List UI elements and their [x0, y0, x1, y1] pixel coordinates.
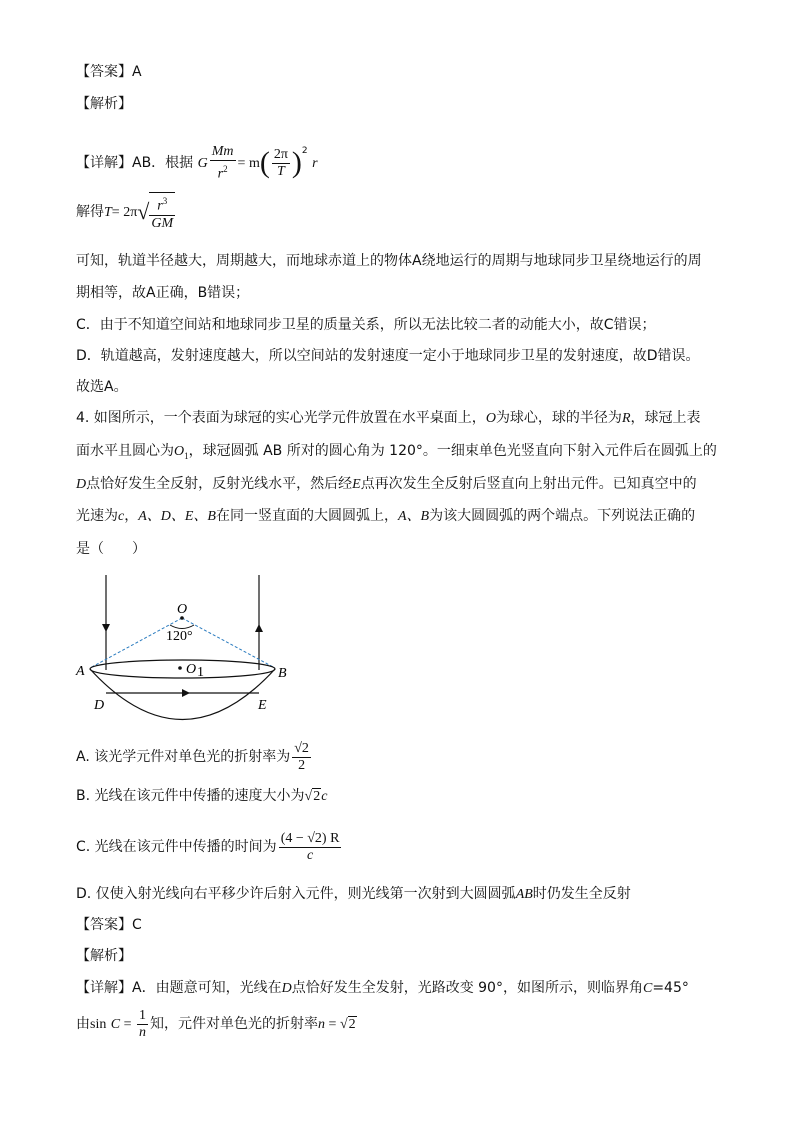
- q4-line-5: 是（ ）: [76, 541, 146, 557]
- option-C-fraction: $\frac{(4 - √2) R}{c}$: [280, 830, 340, 863]
- analysis-label-1: [76, 94, 132, 114]
- label-A: A: [76, 664, 85, 679]
- q4-line-4: 光速为c，A、D、E、B在同一竖直面的大圆圆弧上，A、B为该大圆圆弧的两个端点。下列说法正确的: [76, 508, 696, 524]
- detail-label: 【详解】: [76, 155, 132, 171]
- answer-label: 【答案】: [76, 64, 132, 80]
- detail-line-1: [76, 134, 318, 182]
- arrow-right-icon: [182, 689, 190, 697]
- formula-eq-m: = m: [237, 156, 260, 171]
- label-O1-sub: 1: [197, 665, 204, 680]
- optics-diagram: [70, 572, 300, 722]
- label-B: B: [278, 666, 287, 681]
- solve-eq: = 2π: [111, 205, 138, 220]
- option-A: A. 该光学元件对单色光的折射率为 $\frac{√2}{2}$: [76, 740, 309, 773]
- option-D: D. 仅使入射光线向右平移少许后射入元件，则光线第一次射到大圆圆弧AB时仍发生全反射: [76, 886, 631, 902]
- last-fraction: $\frac{1}{n}$: [139, 1007, 147, 1040]
- q4-line-1: 4. 如图所示，一个表面为球冠的实心光学元件放置在水平桌面上，O为球心，球的半径为R，球冠上表: [76, 410, 701, 426]
- center-O1-dot: [178, 666, 182, 670]
- detail-prefix: AB．根据: [132, 155, 194, 171]
- option-A-fraction: $\frac{√2}{2}$: [294, 740, 309, 773]
- text-line-2: 期相等，故A正确，B错误；: [76, 285, 250, 301]
- solve-prefix: 解得: [76, 204, 104, 220]
- arrow-down-icon: [102, 624, 110, 632]
- detail-line-2: 【详解】A．由题意可知，光线在D点恰好发生全发射，光路改变 90°，如图所示，则临界角C=45°: [76, 980, 689, 996]
- formula-fraction-Mm-r2: $\frac{Mm}{r^2}$: [211, 143, 234, 182]
- option-B-sqrt: √2: [304, 789, 321, 804]
- q4-line-2: 面水平且圆心为$O_1$，球冠圆弧 AB 所对的圆心角为 120°。一细束单色光竖直向下射入元件后在圆弧上的: [76, 443, 717, 461]
- answer-line-2: 【答案】C: [76, 917, 142, 933]
- sqrt-sign: √: [137, 199, 150, 224]
- text-line-3: C．由于不知道空间站和地球同步卫星的质量关系，所以无法比较二者的动能大小，故C错误；: [76, 317, 656, 333]
- analysis-text: 【解析】: [76, 96, 132, 112]
- last-sqrt: √2: [339, 1017, 356, 1032]
- text-line-5: 故选A。: [76, 379, 128, 395]
- paren-open: (: [259, 146, 270, 179]
- formula-exp: 2: [301, 146, 308, 156]
- label-O: O: [177, 602, 188, 617]
- formula-G: G: [197, 156, 208, 171]
- arrow-up-icon: [255, 624, 263, 632]
- angle-arc: [170, 625, 194, 629]
- formula-r: r: [312, 156, 318, 171]
- solve-line: [76, 192, 177, 232]
- text-line-1: 可知，轨道半径越大，周期越大，而地球赤道上的物体A绕地运行的周期与地球同步卫星绕地运行的周: [76, 253, 702, 269]
- solve-T: T: [104, 205, 112, 220]
- q4-line-3: D点恰好发生全反射，反射光线水平，然后经E点再次发生全反射后竖直向上射出元件。已知真空中的: [76, 476, 697, 492]
- formula-fraction-2pi-T: $\frac{2\pi}{T}$: [273, 146, 288, 179]
- text-line-4: D．轨道越高，发射速度越大，所以空间站的发射速度一定小于地球同步卫星的发射速度，故D错误。: [76, 348, 700, 364]
- label-angle: 120°: [166, 629, 193, 644]
- last-line: 由sin C = $\frac{1}{n}$ 知，元件对单色光的折射率n = √2: [76, 1004, 357, 1044]
- option-B: B. 光线在该元件中传播的速度大小为√2c: [76, 786, 327, 807]
- cap-top-surface: [90, 660, 275, 678]
- label-E: E: [258, 698, 267, 713]
- solve-fraction: $\frac{r^3}{GM}$: [149, 192, 175, 232]
- analysis-label-2: 【解析】: [76, 948, 132, 964]
- answer-value: A: [132, 64, 142, 80]
- option-C: C. 光线在该元件中传播的时间为 $\frac{(4 - √2) R}{c}$: [76, 830, 340, 863]
- answer-line-1: [76, 62, 142, 82]
- label-D: D: [94, 698, 105, 713]
- paren-close: ): [291, 146, 302, 179]
- label-O1: O: [186, 662, 197, 677]
